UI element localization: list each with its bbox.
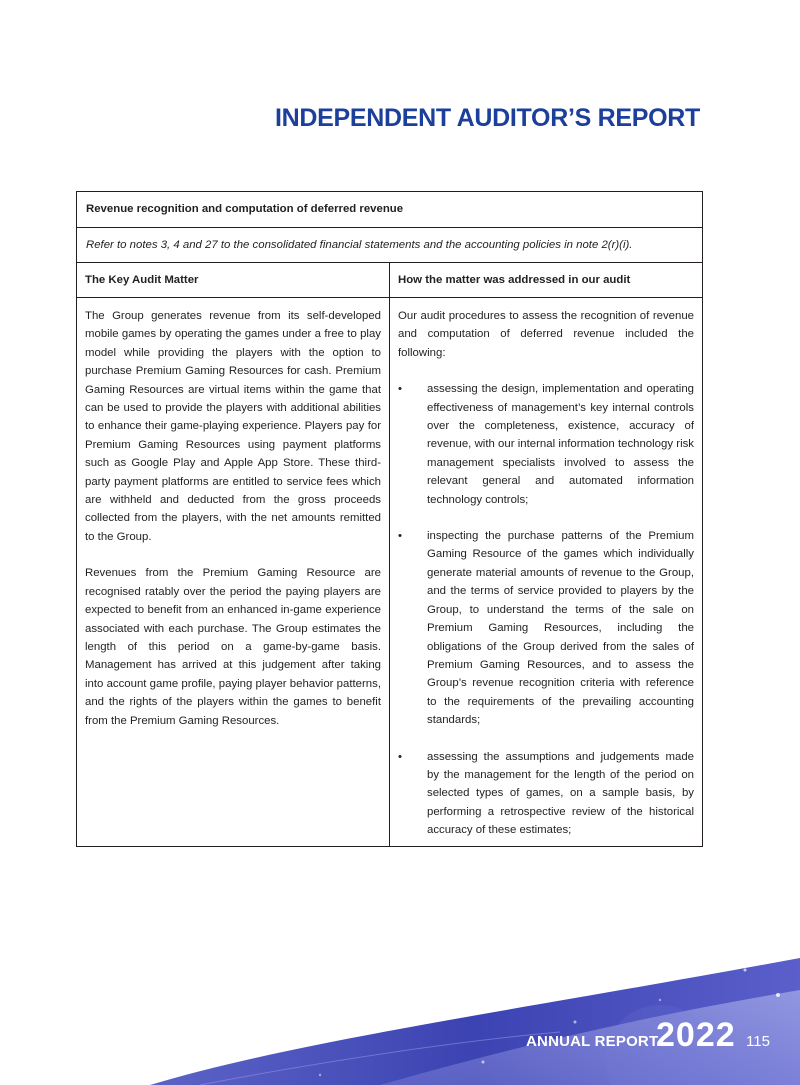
- procedure-text: inspecting the purchase patterns of the Premium Gaming Resource of the games which individually generate material amounts of revenue to the Group, and the terms of service provided to players by the Group, to understand the terms of the sale on Premium Gaming Resources, including the obligations of the Group derived from the sales of Premium Gaming Resources, and to assess the Group’s revenue recognition criteria with reference to the requirements of the prevailing accounting standards;: [427, 530, 694, 727]
- paragraph-spacer: [398, 362, 694, 380]
- column-header-key-audit-matter: The Key Audit Matter: [77, 263, 390, 298]
- table-reference-note: Refer to notes 3, 4 and 27 to the consolidated financial statements and the accounting policies in note 2(r)(i).: [77, 228, 703, 263]
- page-title: INDEPENDENT AUDITOR’S REPORT: [275, 104, 700, 132]
- table-heading: Revenue recognition and computation of deferred revenue: [77, 192, 703, 228]
- footer-wave-graphic: [0, 940, 800, 1085]
- list-item: [398, 527, 694, 729]
- matter-paragraph: Revenues from the Premium Gaming Resource are recognised ratably over the period the paying players are expected to benefit from an enhanced in-game experience associated with each purchase. The Group estimates the length of this period on a game-by-game basis. Management has arrived at this judgement after taking into account game profile, paying player behavior patterns, and the rights of the players within the games to benefit from the Premium Gaming Resources.: [85, 567, 381, 727]
- bullet-icon: •: [398, 530, 402, 543]
- footer-annual-report-label: ANNUAL REPORT: [526, 1033, 659, 1050]
- procedures-intro: Our audit procedures to assess the recognition of revenue and computation of deferred revenue included the following:: [398, 310, 694, 359]
- procedure-text: assessing the assumptions and judgements made by the management for the length of the period on selected types of games, on a sample basis, by performing a retrospective review of the historical accuracy of these estimates;: [427, 750, 694, 837]
- key-audit-matter-cell: [77, 298, 390, 847]
- matter-paragraph: The Group generates revenue from its self-developed mobile games by operating the games under a free to play model while providing the players with the option to purchase Premium Gaming Resources for cash. Premium Gaming Resources are virtual items within the game that can be used to provide the players with additional abilities to enhance their game-playing experience. Players pay for Premium Gaming Resources using payment platforms such as Google Play and Apple App Store. These third-party payment platforms are entitled to service fees which are withheld and deducted from the gross proceeds collected from the players, with the net amounts remitted to the Group.: [85, 310, 381, 543]
- list-item: [398, 380, 694, 509]
- bullet-icon: •: [398, 383, 402, 396]
- procedure-text: assessing the design, implementation and operating effectiveness of management’s key internal controls over the completeness, existence, accuracy of revenue, with our internal information technology risk management specialists involved to assess the relevant general and automated information technology controls;: [427, 383, 694, 506]
- list-item: [398, 748, 694, 840]
- audit-response-cell: [390, 298, 703, 847]
- procedure-list: [398, 380, 694, 839]
- footer-year: 2022: [656, 1016, 736, 1054]
- page-number: 115: [746, 1033, 770, 1050]
- audit-matter-table: [76, 191, 703, 847]
- bullet-icon: •: [398, 750, 402, 763]
- paragraph-spacer: [85, 546, 381, 564]
- column-header-how-addressed: How the matter was addressed in our audit: [390, 263, 703, 298]
